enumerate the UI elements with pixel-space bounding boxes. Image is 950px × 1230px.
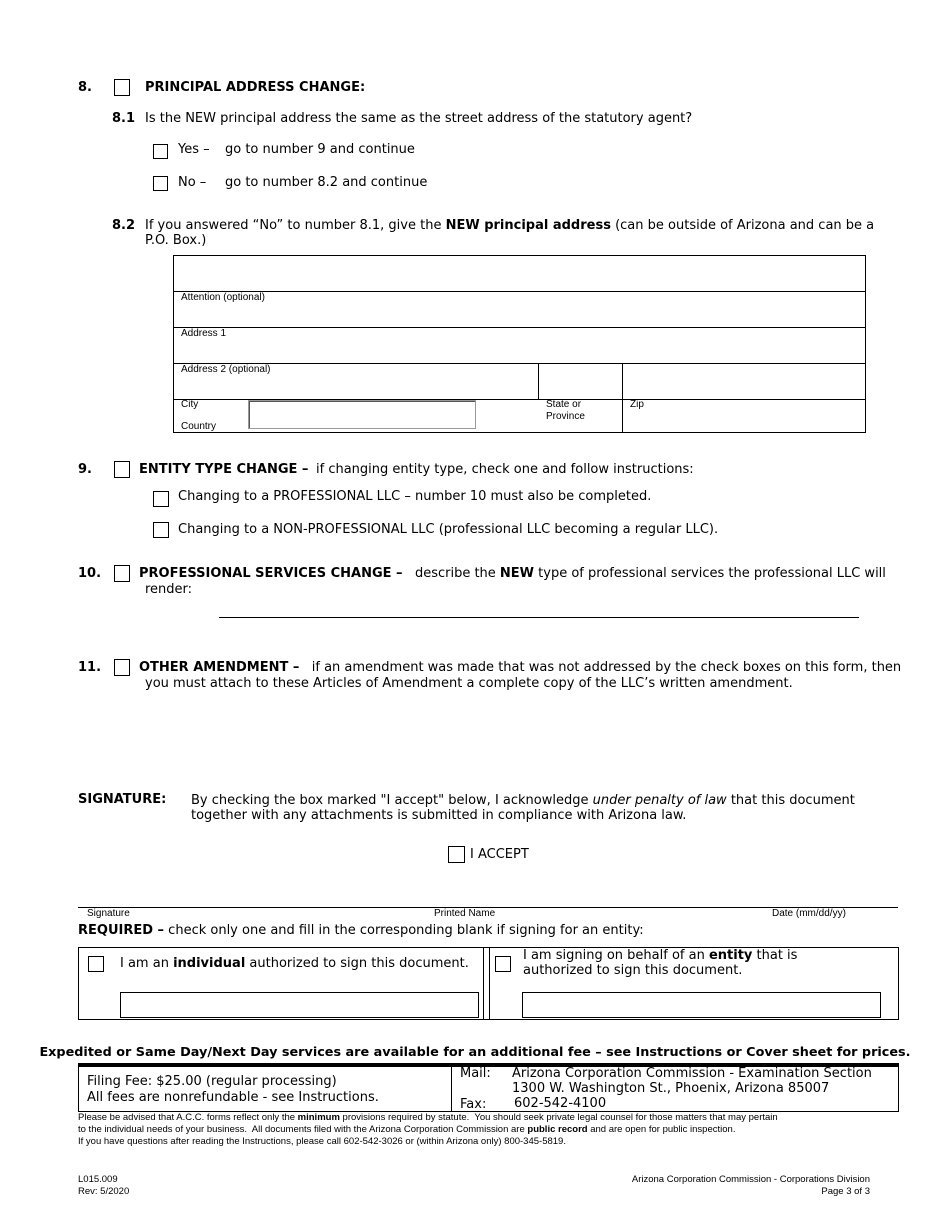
i-accept-label: I ACCEPT (470, 847, 529, 862)
nonrefundable-note: All fees are nonrefundable - see Instructions. (87, 1090, 379, 1105)
section-10-number: 10. (78, 566, 102, 581)
professional-services-change-checkbox[interactable] (114, 565, 130, 582)
section-10-line1: PROFESSIONAL SERVICES CHANGE – describe the NEW type of professional services the professional LLC will (139, 566, 886, 581)
principal-address-change-checkbox[interactable] (114, 79, 130, 96)
address1-field[interactable] (174, 342, 865, 362)
attention-label: Attention (optional) (181, 292, 265, 303)
individual-name-input[interactable] (120, 992, 479, 1018)
fax-label: Fax: (460, 1097, 487, 1112)
section-9-text: if changing entity type, check one and follow instructions: (316, 462, 694, 477)
entity-name-input[interactable] (522, 992, 881, 1018)
individual-checkbox[interactable] (88, 956, 104, 972)
section-11-line2: you must attach to these Articles of Amendment a complete copy of the LLC’s written amendment. (145, 676, 793, 691)
city-label: City (181, 399, 199, 410)
section-11-line1: OTHER AMENDMENT – if an amendment was made that was not addressed by the check boxes on this form, then (139, 660, 902, 675)
address-table (173, 255, 866, 433)
yes-instruction: go to number 9 and continue (225, 142, 415, 157)
attention-field[interactable] (174, 306, 865, 326)
printed-name-caption: Printed Name (434, 908, 496, 919)
entity-type-change-checkbox[interactable] (114, 461, 130, 478)
professional-services-blank[interactable] (219, 617, 859, 618)
signature-label: SIGNATURE: (78, 792, 167, 807)
i-accept-checkbox[interactable] (448, 846, 465, 863)
form-id: L015.009 Rev: 5/2020 (78, 1174, 130, 1197)
section-8-number: 8. (78, 80, 92, 95)
entity-label-line1: I am signing on behalf of an entity that is (523, 948, 798, 963)
signature-caption: Signature (87, 908, 130, 919)
entity-checkbox[interactable] (495, 956, 511, 972)
advisory-text: Please be advised that A.C.C. forms reflect only the minimum provisions required by statute. You should seek private legal counsel for those matters that may pertain to the individual needs of your business. All documents filed with the Arizona Corporation Commission are public record and are open for public inspection. If you have questions after reading the Instructions, please call 602-542-3026 or (within Arizona only) 800-345-5819. (78, 1112, 778, 1147)
name-field[interactable] (174, 256, 865, 291)
question-8-2-text: If you answered “No” to number 8.1, give the NEW principal address (can be outside of Arizona and can be a (145, 218, 875, 233)
state-label: State or Province (546, 399, 585, 422)
section-11-number: 11. (78, 660, 102, 675)
question-8-2-text-cont: P.O. Box.) (145, 233, 207, 248)
mail-line2: 1300 W. Washington St., Phoenix, Arizona 85007 (512, 1081, 830, 1096)
filing-fee: Filing Fee: $25.00 (regular processing) (87, 1074, 337, 1089)
signature-statement-line1: By checking the box marked "I accept" below, I acknowledge under penalty of law that this document (191, 793, 855, 808)
section-9-title: ENTITY TYPE CHANGE – (139, 462, 309, 477)
section-10-line2: render: (145, 582, 193, 597)
question-8-1-text: Is the NEW principal address the same as the street address of the statutory agent? (145, 111, 693, 126)
mail-label: Mail: (460, 1066, 491, 1081)
zip-label: Zip (630, 399, 644, 410)
date-caption: Date (mm/dd/yy) (772, 908, 846, 919)
professional-llc-checkbox[interactable] (153, 491, 169, 507)
mail-line1: Arizona Corporation Commission - Examination Section (512, 1066, 872, 1081)
non-professional-llc-label: Changing to a NON-PROFESSIONAL LLC (professional LLC becoming a regular LLC). (178, 522, 719, 537)
section-9-number: 9. (78, 462, 92, 477)
address2-label: Address 2 (optional) (181, 364, 271, 375)
question-8-1-number: 8.1 (112, 111, 136, 126)
signature-fields-row[interactable] (78, 880, 898, 907)
question-8-2-number: 8.2 (112, 218, 136, 233)
footer-right: Arizona Corporation Commission - Corporations Division Page 3 of 3 (631, 1174, 870, 1197)
signing-capacity-box (78, 947, 899, 1020)
section-8-title: PRINCIPAL ADDRESS CHANGE: (145, 80, 366, 95)
professional-llc-label: Changing to a PROFESSIONAL LLC – number 10 must also be completed. (178, 489, 652, 504)
individual-label: I am an individual authorized to sign this document. (120, 956, 469, 971)
no-checkbox[interactable] (153, 176, 168, 191)
fax-number: 602-542-4100 (514, 1096, 607, 1111)
yes-label: Yes – (178, 142, 210, 157)
fees-box (78, 1066, 899, 1112)
address1-label: Address 1 (181, 328, 227, 339)
signature-statement-line2: together with any attachments is submitted in compliance with Arizona law. (191, 808, 687, 823)
yes-checkbox[interactable] (153, 144, 168, 159)
no-label: No – (178, 175, 207, 190)
expedited-note: Expedited or Same Day/Next Day services are available for an additional fee – see Instructions or Cover sheet for prices. (39, 1045, 911, 1060)
entity-label-line2: authorized to sign this document. (523, 963, 743, 978)
required-instruction: REQUIRED – check only one and fill in the corresponding blank if signing for an entity: (78, 923, 644, 938)
city-input[interactable] (248, 400, 476, 429)
no-instruction: go to number 8.2 and continue (225, 175, 428, 190)
other-amendment-checkbox[interactable] (114, 659, 130, 676)
non-professional-llc-checkbox[interactable] (153, 522, 169, 538)
country-label: Country (181, 421, 217, 432)
